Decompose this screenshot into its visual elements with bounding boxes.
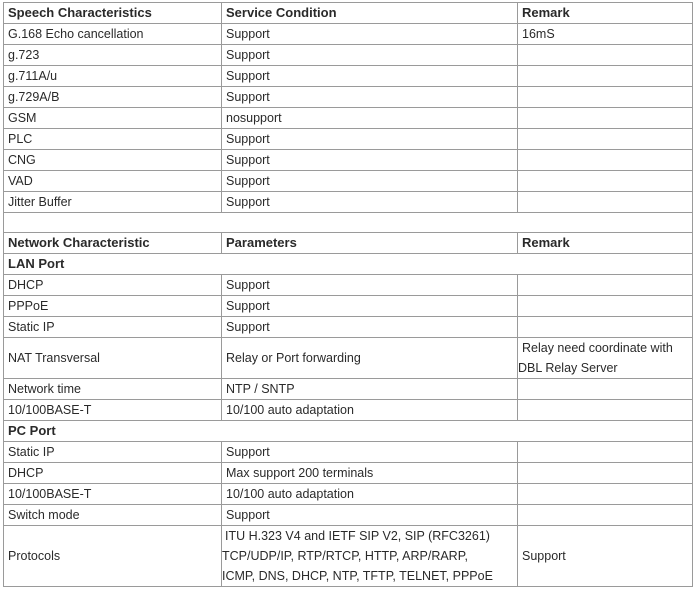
section-title-lan-port: LAN Port	[4, 254, 693, 275]
column-header: Service Condition	[222, 3, 518, 24]
feature-cell: g.723	[4, 45, 222, 66]
condition-cell: Support	[222, 192, 518, 213]
feature-cell: 10/100BASE-T	[4, 484, 222, 505]
table-row	[4, 526, 693, 587]
remark-cell	[518, 87, 693, 108]
parameter-cell: Max support 200 terminals	[222, 463, 518, 484]
table-row	[4, 379, 693, 400]
table-row	[4, 338, 693, 379]
section-row	[4, 421, 693, 442]
remark-cell	[518, 192, 693, 213]
feature-cell: 10/100BASE-T	[4, 400, 222, 421]
network-header-row	[4, 233, 693, 254]
feature-cell: CNG	[4, 150, 222, 171]
feature-cell: Static IP	[4, 442, 222, 463]
table-row	[4, 317, 693, 338]
remark-line: Relay need coordinate with	[522, 341, 673, 355]
column-header: Remark	[518, 233, 693, 254]
table-row	[4, 484, 693, 505]
condition-cell: Support	[222, 66, 518, 87]
protocol-line: ICMP, DNS, DHCP, NTP, TFTP, TELNET, PPPoE	[222, 569, 493, 583]
feature-cell: G.168 Echo cancellation	[4, 24, 222, 45]
table-row	[4, 442, 693, 463]
feature-cell: Static IP	[4, 317, 222, 338]
blank-cell	[4, 213, 693, 233]
table-row	[4, 108, 693, 129]
parameter-cell: NTP / SNTP	[222, 379, 518, 400]
table-row	[4, 505, 693, 526]
column-header: Speech Characteristics	[4, 3, 222, 24]
condition-cell: Support	[222, 171, 518, 192]
feature-cell: NAT Transversal	[4, 338, 222, 379]
spec-table	[3, 2, 693, 587]
remark-cell	[518, 400, 693, 421]
remark-cell	[518, 442, 693, 463]
remark-cell	[518, 129, 693, 150]
condition-cell: Support	[222, 129, 518, 150]
condition-cell: Support	[222, 150, 518, 171]
column-header: Remark	[518, 3, 693, 24]
remark-line: DBL Relay Server	[518, 361, 618, 375]
feature-cell: Switch mode	[4, 505, 222, 526]
feature-cell: Protocols	[4, 526, 222, 587]
condition-cell: Support	[222, 24, 518, 45]
table-row	[4, 66, 693, 87]
parameter-cell	[222, 526, 518, 587]
feature-cell: Network time	[4, 379, 222, 400]
section-title-pc-port: PC Port	[4, 421, 693, 442]
remark-cell	[518, 379, 693, 400]
feature-cell: g.711A/u	[4, 66, 222, 87]
parameter-cell: Support	[222, 296, 518, 317]
table-row	[4, 275, 693, 296]
parameter-cell: Relay or Port forwarding	[222, 338, 518, 379]
column-header: Parameters	[222, 233, 518, 254]
feature-cell: DHCP	[4, 463, 222, 484]
table-row	[4, 400, 693, 421]
table-row	[4, 150, 693, 171]
table-row	[4, 463, 693, 484]
remark-cell	[518, 296, 693, 317]
remark-cell	[518, 66, 693, 87]
remark-cell: 16mS	[518, 24, 693, 45]
feature-cell: DHCP	[4, 275, 222, 296]
spacer-row	[4, 213, 693, 233]
feature-cell: Jitter Buffer	[4, 192, 222, 213]
table-row	[4, 296, 693, 317]
remark-cell	[518, 275, 693, 296]
remark-cell	[518, 108, 693, 129]
remark-cell	[518, 150, 693, 171]
table-row	[4, 192, 693, 213]
condition-cell: Support	[222, 45, 518, 66]
parameter-cell: Support	[222, 442, 518, 463]
table-row	[4, 171, 693, 192]
table-row	[4, 129, 693, 150]
parameter-cell: 10/100 auto adaptation	[222, 484, 518, 505]
parameter-cell: 10/100 auto adaptation	[222, 400, 518, 421]
condition-cell: Support	[222, 87, 518, 108]
condition-cell: nosupport	[222, 108, 518, 129]
remark-cell	[518, 317, 693, 338]
feature-cell: GSM	[4, 108, 222, 129]
protocol-line: ITU H.323 V4 and IETF SIP V2, SIP (RFC3261)	[225, 529, 490, 543]
remark-cell	[518, 505, 693, 526]
protocol-line: TCP/UDP/IP, RTP/RTCP, HTTP, ARP/RARP,	[222, 549, 468, 563]
remark-cell	[518, 484, 693, 505]
feature-cell: VAD	[4, 171, 222, 192]
column-header: Network Characteristic	[4, 233, 222, 254]
feature-cell: PPPoE	[4, 296, 222, 317]
parameter-cell: Support	[222, 505, 518, 526]
remark-cell	[518, 45, 693, 66]
remark-cell: Support	[518, 526, 693, 587]
table-row	[4, 24, 693, 45]
remark-cell	[518, 171, 693, 192]
remark-cell	[518, 463, 693, 484]
section-row	[4, 254, 693, 275]
feature-cell: PLC	[4, 129, 222, 150]
feature-cell: g.729A/B	[4, 87, 222, 108]
remark-cell	[518, 338, 693, 379]
parameter-cell: Support	[222, 275, 518, 296]
parameter-cell: Support	[222, 317, 518, 338]
speech-header-row	[4, 3, 693, 24]
table-row	[4, 87, 693, 108]
table-row	[4, 45, 693, 66]
